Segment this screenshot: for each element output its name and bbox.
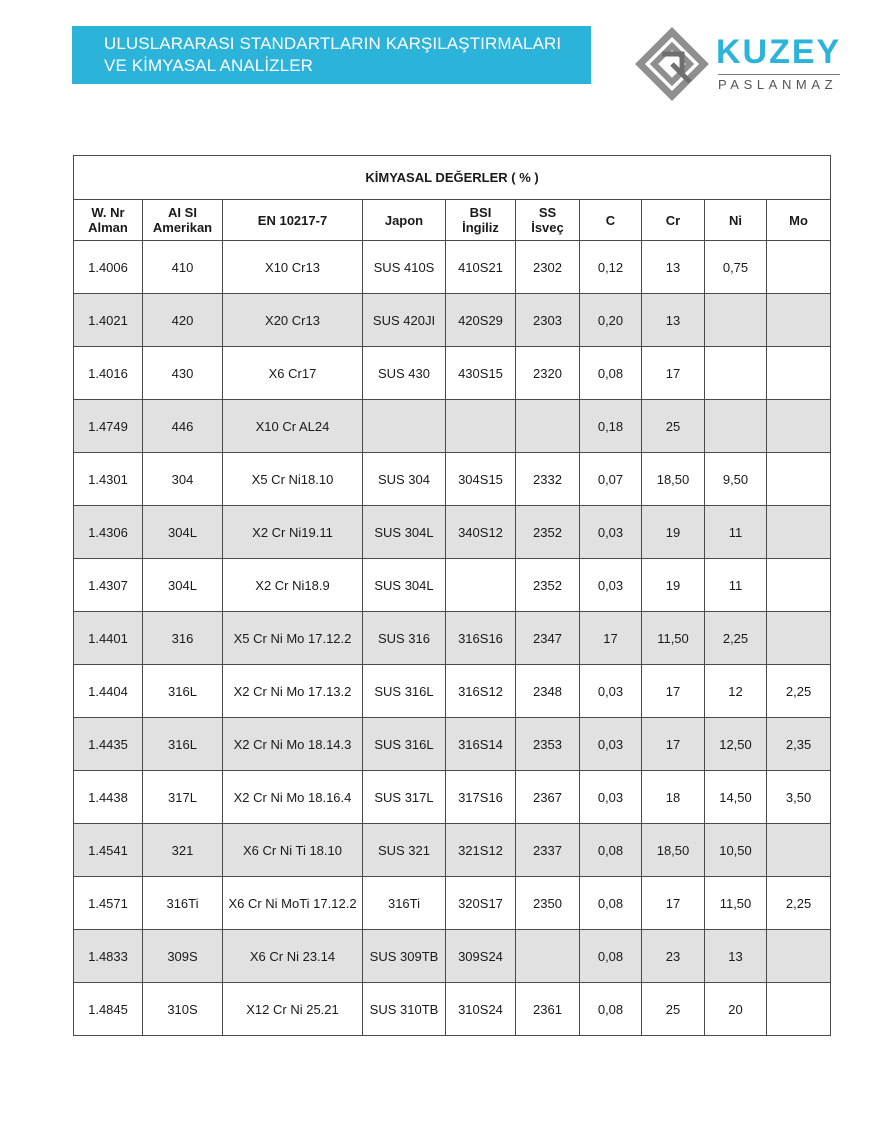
- table-cell: 17: [642, 718, 705, 771]
- column-header: [642, 200, 705, 241]
- table-cell: 316L: [143, 665, 223, 718]
- table-cell: 19: [642, 559, 705, 612]
- table-cell: 0,03: [580, 506, 642, 559]
- table-row: [74, 294, 831, 347]
- column-header-line: BSI: [469, 205, 492, 220]
- table-cell: SUS 430: [363, 347, 446, 400]
- table-cell: 18: [642, 771, 705, 824]
- table-cell: SUS 321: [363, 824, 446, 877]
- table-cell: 2,25: [767, 665, 831, 718]
- table-cell: X5 Cr Ni18.10: [223, 453, 363, 506]
- table-cell: 316Ti: [143, 877, 223, 930]
- table-cell: 17: [642, 665, 705, 718]
- table-row: [74, 506, 831, 559]
- table-cell: 1.4301: [74, 453, 143, 506]
- table-cell: 0,20: [580, 294, 642, 347]
- table-row: [74, 400, 831, 453]
- table-row: [74, 559, 831, 612]
- column-header-line: AI SI: [168, 205, 197, 220]
- table-cell: [767, 453, 831, 506]
- table-cell: 11,50: [642, 612, 705, 665]
- table-cell: 2353: [516, 718, 580, 771]
- column-header-subline: Alman: [88, 220, 128, 235]
- table-cell: 2350: [516, 877, 580, 930]
- table-cell: 410: [143, 241, 223, 294]
- logo-divider: [718, 74, 840, 75]
- table-cell: 17: [642, 877, 705, 930]
- table-cell: X6 Cr17: [223, 347, 363, 400]
- table-cell: SUS 304L: [363, 559, 446, 612]
- table-cell: 420S29: [446, 294, 516, 347]
- table-cell: 19: [642, 506, 705, 559]
- table-cell: 320S17: [446, 877, 516, 930]
- table-cell: 13: [705, 930, 767, 983]
- table-cell: [767, 506, 831, 559]
- table-body: [74, 241, 831, 1036]
- table-cell: SUS 317L: [363, 771, 446, 824]
- table-cell: 3,50: [767, 771, 831, 824]
- table-cell: 0,03: [580, 559, 642, 612]
- title-line-2: VE KİMYASAL ANALİZLER: [104, 56, 314, 75]
- table-cell: 304L: [143, 559, 223, 612]
- table-cell: X2 Cr Ni Mo 18.16.4: [223, 771, 363, 824]
- column-header: [143, 200, 223, 241]
- table-cell: [363, 400, 446, 453]
- table-cell: SUS 316: [363, 612, 446, 665]
- table-cell: SUS 316L: [363, 665, 446, 718]
- table-cell: 11: [705, 506, 767, 559]
- table-row: [74, 612, 831, 665]
- table-cell: X5 Cr Ni Mo 17.12.2: [223, 612, 363, 665]
- table-cell: 1.4438: [74, 771, 143, 824]
- table-cell: 2303: [516, 294, 580, 347]
- table-cell: [767, 983, 831, 1036]
- table-cell: X6 Cr Ni MoTi 17.12.2: [223, 877, 363, 930]
- table-cell: [767, 824, 831, 877]
- table-cell: 2352: [516, 506, 580, 559]
- column-header-line: Japon: [384, 212, 424, 228]
- table-cell: [516, 930, 580, 983]
- table-cell: 316S14: [446, 718, 516, 771]
- table-cell: [516, 400, 580, 453]
- table-cell: 2361: [516, 983, 580, 1036]
- table-cell: X10 Cr13: [223, 241, 363, 294]
- table-cell: 430: [143, 347, 223, 400]
- column-header-line: SS: [538, 205, 557, 220]
- table-cell: 13: [642, 294, 705, 347]
- table-cell: [767, 241, 831, 294]
- table-cell: X2 Cr Ni19.11: [223, 506, 363, 559]
- table-cell: 317L: [143, 771, 223, 824]
- table-cell: 0,75: [705, 241, 767, 294]
- table-cell: 317S16: [446, 771, 516, 824]
- chemical-values-table: [73, 155, 831, 1036]
- table-cell: 1.4404: [74, 665, 143, 718]
- column-header: [516, 200, 580, 241]
- table-cell: 316S16: [446, 612, 516, 665]
- table-cell: 1.4006: [74, 241, 143, 294]
- table-cell: X6 Cr Ni Ti 18.10: [223, 824, 363, 877]
- table-cell: 446: [143, 400, 223, 453]
- table-cell: X2 Cr Ni Mo 17.13.2: [223, 665, 363, 718]
- table-cell: 0,08: [580, 983, 642, 1036]
- logo-subtitle: PASLANMAZ: [718, 77, 838, 92]
- table-cell: 2,25: [767, 877, 831, 930]
- kuzey-logo: [632, 26, 847, 106]
- column-header: [580, 200, 642, 241]
- table-cell: X20 Cr13: [223, 294, 363, 347]
- table-cell: 1.4749: [74, 400, 143, 453]
- table-cell: 420: [143, 294, 223, 347]
- table-cell: [705, 294, 767, 347]
- table-cell: SUS 309TB: [363, 930, 446, 983]
- table-cell: 310S: [143, 983, 223, 1036]
- table-cell: 0,18: [580, 400, 642, 453]
- table-cell: [446, 559, 516, 612]
- table-cell: 309S24: [446, 930, 516, 983]
- table-cell: 2347: [516, 612, 580, 665]
- table-cell: 1.4833: [74, 930, 143, 983]
- table-cell: [767, 930, 831, 983]
- table-cell: 9,50: [705, 453, 767, 506]
- table-cell: 0,08: [580, 930, 642, 983]
- table-cell: 17: [642, 347, 705, 400]
- table-cell: 1.4845: [74, 983, 143, 1036]
- column-header: [705, 200, 767, 241]
- table-cell: 2348: [516, 665, 580, 718]
- table-cell: 13: [642, 241, 705, 294]
- column-header-subline: İngiliz: [462, 220, 499, 235]
- table-row: [74, 241, 831, 294]
- table-cell: 304L: [143, 506, 223, 559]
- table-cell: 430S15: [446, 347, 516, 400]
- table-cell: SUS 420JI: [363, 294, 446, 347]
- table-cell: 321: [143, 824, 223, 877]
- table-cell: 23: [642, 930, 705, 983]
- table-cell: 316: [143, 612, 223, 665]
- column-header-line: EN 10217-7: [257, 212, 328, 228]
- table-cell: 25: [642, 983, 705, 1036]
- table-cell: [767, 347, 831, 400]
- table-cell: 1.4021: [74, 294, 143, 347]
- table-header-row: [74, 200, 831, 241]
- table-cell: 0,07: [580, 453, 642, 506]
- table-row: [74, 824, 831, 877]
- table-cell: 2352: [516, 559, 580, 612]
- table-cell: 0,03: [580, 665, 642, 718]
- table-cell: SUS 316L: [363, 718, 446, 771]
- table-row: [74, 347, 831, 400]
- table-cell: [767, 612, 831, 665]
- column-header-line: Cr: [665, 212, 681, 228]
- table-cell: 2367: [516, 771, 580, 824]
- table-cell: 11: [705, 559, 767, 612]
- table-cell: 25: [642, 400, 705, 453]
- table-cell: 1.4571: [74, 877, 143, 930]
- table-cell: 2332: [516, 453, 580, 506]
- column-header-line: C: [605, 212, 616, 228]
- table-cell: 17: [580, 612, 642, 665]
- table-cell: 12,50: [705, 718, 767, 771]
- table-cell: 2,25: [705, 612, 767, 665]
- title-line-1: ULUSLARARASI STANDARTLARIN KARŞILAŞTIRMALARI: [104, 34, 562, 53]
- table-cell: X2 Cr Ni18.9: [223, 559, 363, 612]
- table-cell: X12 Cr Ni 25.21: [223, 983, 363, 1036]
- table-cell: 18,50: [642, 453, 705, 506]
- title-banner: [72, 26, 591, 84]
- table-cell: 2302: [516, 241, 580, 294]
- table-cell: [767, 559, 831, 612]
- table-row: [74, 453, 831, 506]
- table-cell: 1.4401: [74, 612, 143, 665]
- table-cell: 304S15: [446, 453, 516, 506]
- column-header: [767, 200, 831, 241]
- table-cell: [446, 400, 516, 453]
- table-cell: 0,08: [580, 877, 642, 930]
- table-row: [74, 771, 831, 824]
- table-cell: 11,50: [705, 877, 767, 930]
- column-header-line: Ni: [729, 212, 742, 228]
- table-cell: 321S12: [446, 824, 516, 877]
- column-header: [223, 200, 363, 241]
- column-header-subline: İsveç: [531, 220, 564, 235]
- table-cell: 316S12: [446, 665, 516, 718]
- table-cell: 0,08: [580, 347, 642, 400]
- table-cell: 10,50: [705, 824, 767, 877]
- kuzey-geometric-logo-icon: [632, 26, 712, 106]
- table-cell: 304: [143, 453, 223, 506]
- table-row: [74, 930, 831, 983]
- table-caption: KİMYASAL DEĞERLER ( % ): [74, 156, 831, 200]
- table-cell: SUS 410S: [363, 241, 446, 294]
- table-cell: 316L: [143, 718, 223, 771]
- table-row: [74, 718, 831, 771]
- table-cell: 410S21: [446, 241, 516, 294]
- table-cell: 12: [705, 665, 767, 718]
- column-header: [363, 200, 446, 241]
- table-cell: [705, 400, 767, 453]
- column-header-subline: Amerikan: [152, 220, 213, 235]
- column-header-line: Mo: [789, 212, 808, 228]
- table-cell: SUS 310TB: [363, 983, 446, 1036]
- column-header-line: W. Nr: [91, 205, 125, 220]
- table-cell: 0,08: [580, 824, 642, 877]
- table-cell: 14,50: [705, 771, 767, 824]
- table-cell: SUS 304L: [363, 506, 446, 559]
- logo-name: KUZEY: [716, 33, 842, 71]
- table-cell: X2 Cr Ni Mo 18.14.3: [223, 718, 363, 771]
- table-cell: 1.4016: [74, 347, 143, 400]
- table-cell: 1.4435: [74, 718, 143, 771]
- table-cell: 316Ti: [363, 877, 446, 930]
- table-cell: [767, 400, 831, 453]
- table-cell: 1.4306: [74, 506, 143, 559]
- table-cell: [767, 294, 831, 347]
- table-cell: 0,03: [580, 718, 642, 771]
- table-row: [74, 877, 831, 930]
- table-cell: 2337: [516, 824, 580, 877]
- table-cell: X6 Cr Ni 23.14: [223, 930, 363, 983]
- table-cell: 0,12: [580, 241, 642, 294]
- table-cell: 309S: [143, 930, 223, 983]
- column-header: [446, 200, 516, 241]
- table-cell: X10 Cr AL24: [223, 400, 363, 453]
- table-cell: [705, 347, 767, 400]
- table-row: [74, 983, 831, 1036]
- table-cell: 1.4541: [74, 824, 143, 877]
- table-cell: 340S12: [446, 506, 516, 559]
- table-cell: 0,03: [580, 771, 642, 824]
- table-cell: SUS 304: [363, 453, 446, 506]
- table-cell: 18,50: [642, 824, 705, 877]
- table-row: [74, 665, 831, 718]
- table-cell: 2,35: [767, 718, 831, 771]
- table-cell: 2320: [516, 347, 580, 400]
- column-header: [74, 200, 143, 241]
- table-cell: 20: [705, 983, 767, 1036]
- table-cell: 1.4307: [74, 559, 143, 612]
- table-cell: 310S24: [446, 983, 516, 1036]
